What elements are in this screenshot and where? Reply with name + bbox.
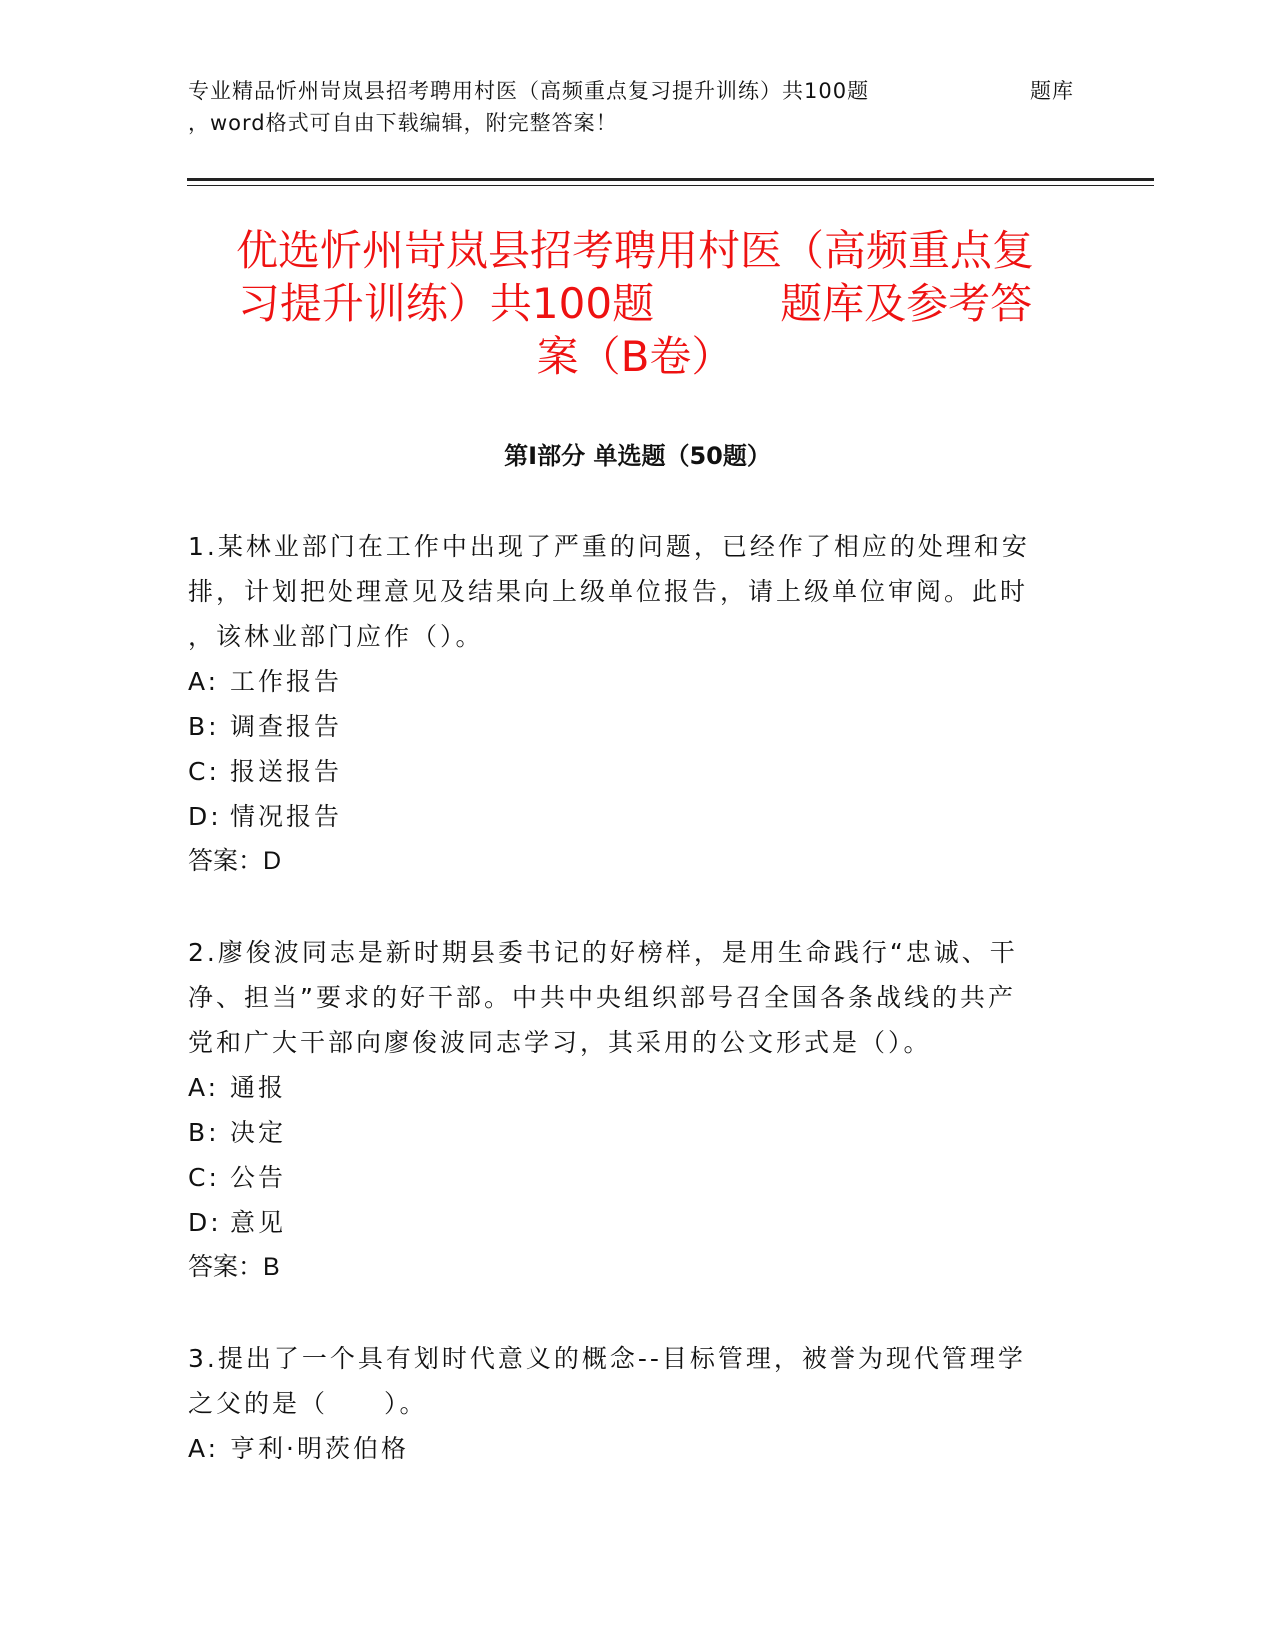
title-line: 优选忻州岢岚县招考聘用村医（高频重点复 [235, 226, 1034, 275]
option-text: 通报 [230, 1073, 287, 1102]
question-line: 2.廖俊波同志是新时期县委书记的好榜样，是用生命践行“忠诚、干 [188, 938, 1018, 967]
option-key: B: [188, 1118, 220, 1147]
option-a [188, 1426, 1068, 1471]
question-line: ，该林业部门应作（）。 [188, 622, 484, 651]
question-3 [188, 1336, 1068, 1471]
header-format-note: ，word格式可自由下载编辑，附完整答案！ [188, 111, 618, 135]
question-2 [188, 930, 1068, 1290]
question-line: 净、担当”要求的好干部。中共中央组织部号召全国各条战线的共产 [188, 983, 1016, 1012]
title-line: 习提升训练）共100题 题库及参考答 [237, 279, 1033, 328]
question-text [188, 1336, 1068, 1426]
header-document-description: 专业精品忻州岢岚县招考聘用村医（高频重点复习提升训练）共100题 [188, 79, 870, 103]
option-key: B: [188, 712, 220, 741]
option-c [188, 749, 1068, 794]
option-a [188, 1065, 1068, 1110]
option-text: 亨利·明茨伯格 [230, 1434, 409, 1463]
option-key: D: [188, 1208, 222, 1237]
header-right-label: 题库 [1030, 79, 1074, 103]
option-text: 决定 [230, 1118, 287, 1147]
option-key: C: [188, 1163, 220, 1192]
option-text: 调查报告 [230, 712, 343, 741]
answer-label: 答案：B [188, 1253, 280, 1281]
option-a [188, 659, 1068, 704]
question-line: 3.提出了一个具有划时代意义的概念--目标管理，被誉为现代管理学 [188, 1344, 1026, 1373]
option-key: D: [188, 802, 222, 831]
option-b [188, 1110, 1068, 1155]
option-key: C: [188, 757, 220, 786]
header-divider-thin [187, 185, 1154, 186]
option-text: 情况报告 [230, 802, 343, 831]
answer-label: 答案：D [188, 847, 282, 875]
question-line: 1.某林业部门在工作中出现了严重的问题，已经作了相应的处理和安 [188, 532, 1030, 561]
option-b [188, 704, 1068, 749]
title-line: 案（B卷） [536, 332, 734, 381]
option-text: 报送报告 [230, 757, 343, 786]
question-text [188, 524, 1068, 659]
option-d [188, 1200, 1068, 1245]
question-1 [188, 524, 1068, 884]
question-line: 之父的是（ ）。 [188, 1389, 428, 1418]
document-title [195, 224, 1075, 383]
option-text: 工作报告 [230, 667, 343, 696]
option-key: A: [188, 1073, 220, 1102]
option-c [188, 1155, 1068, 1200]
option-key: A: [188, 1434, 220, 1463]
option-d [188, 794, 1068, 839]
question-line: 党和广大干部向廖俊波同志学习，其采用的公文形式是（）。 [188, 1028, 932, 1057]
option-text: 公告 [230, 1163, 287, 1192]
question-text [188, 930, 1068, 1065]
question-line: 排，计划把处理意见及结果向上级单位报告，请上级单位审阅。此时 [188, 577, 1029, 606]
option-text: 意见 [230, 1208, 287, 1237]
section-title: 第I部分 单选题（50题） [504, 442, 771, 470]
header-divider-thick [187, 178, 1154, 181]
option-key: A: [188, 667, 220, 696]
